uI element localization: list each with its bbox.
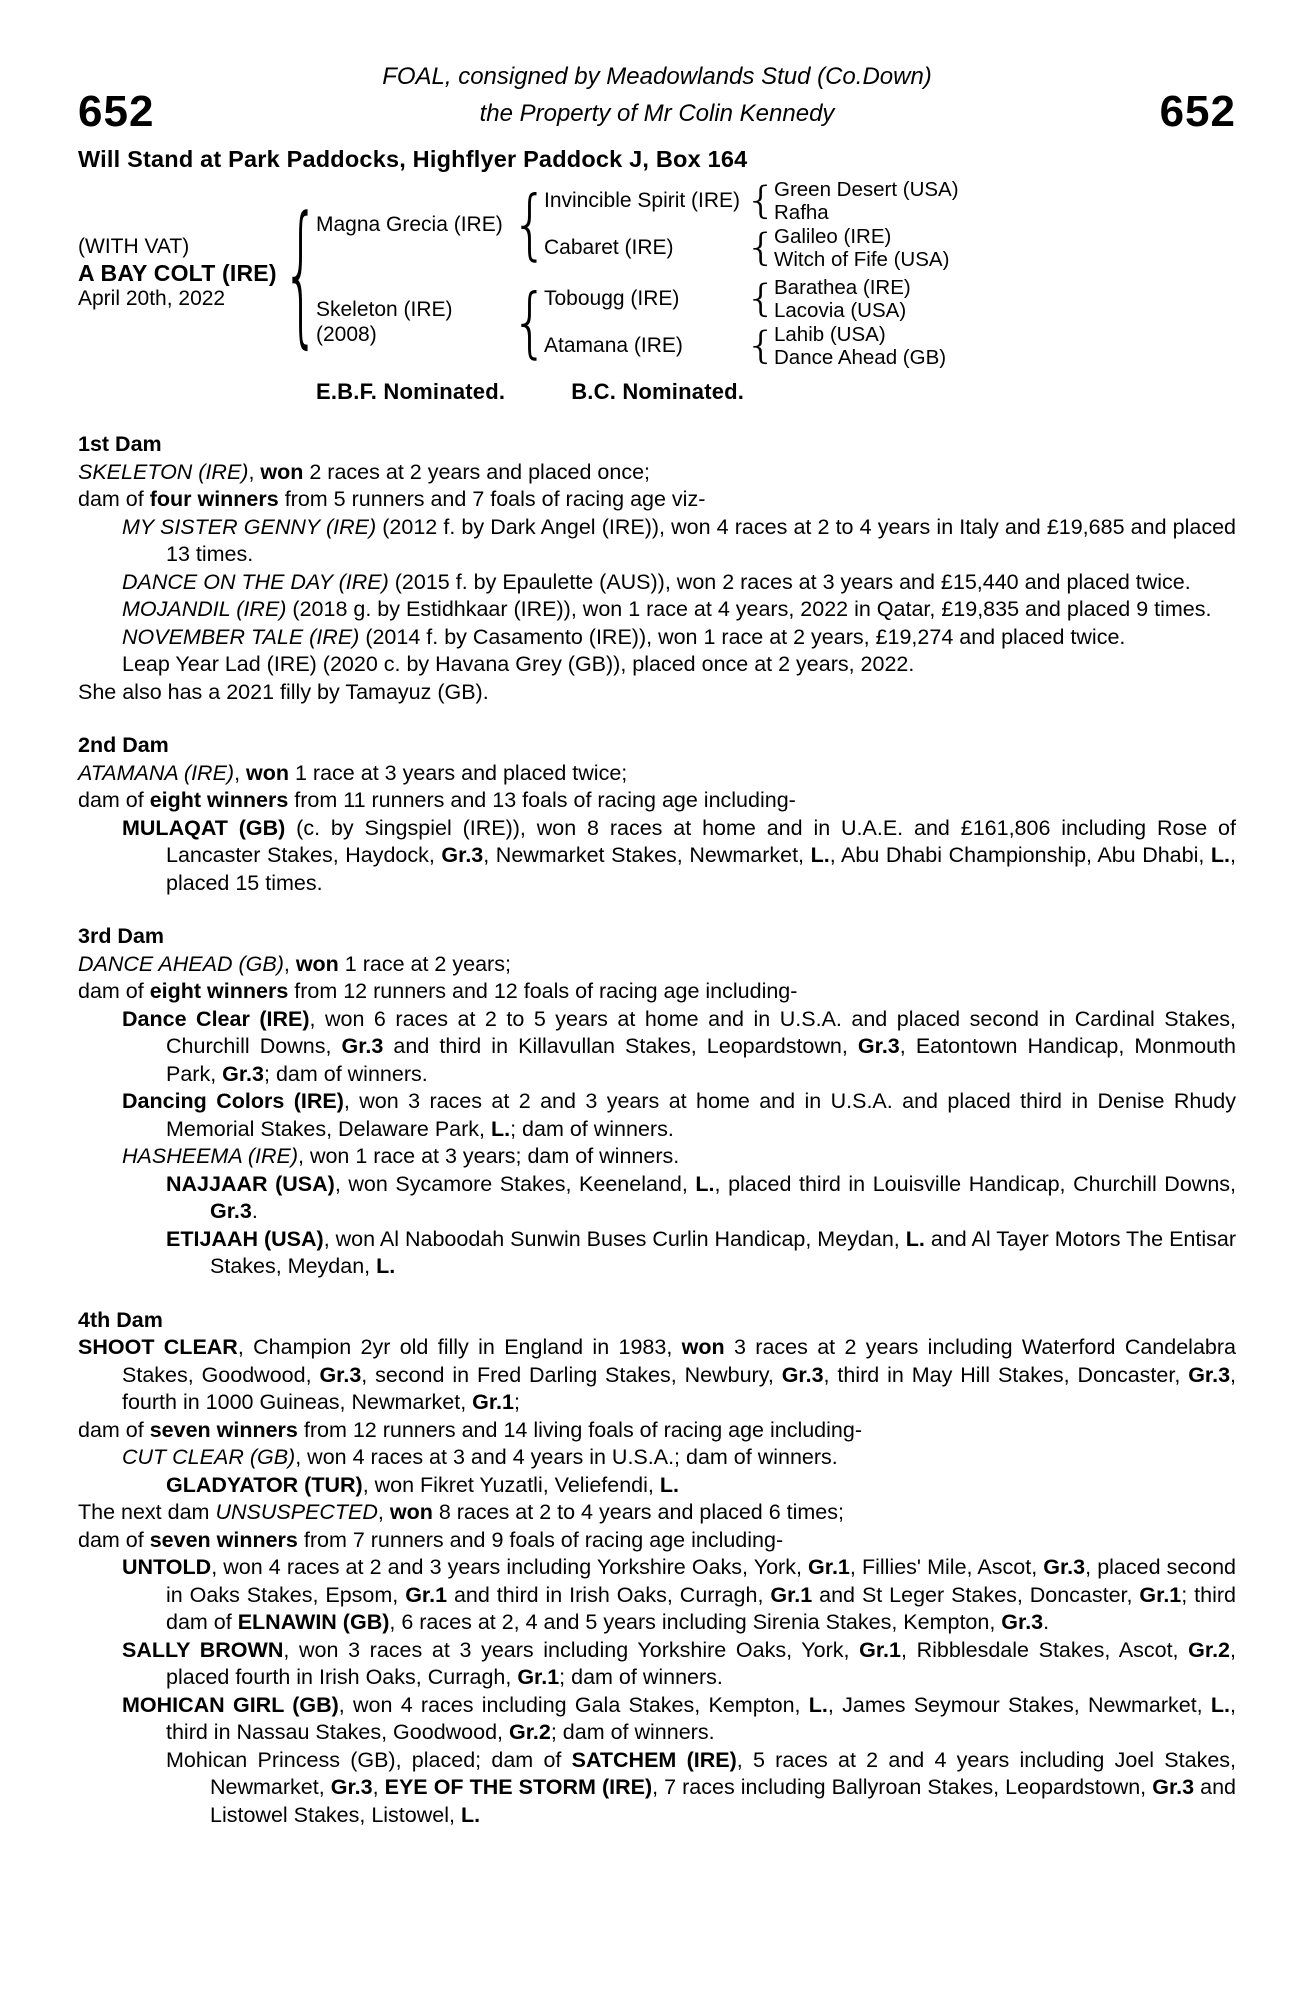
pedigree-entry-paragraph: MOJANDIL (IRE) (2018 g. by Estidhkaar (IRE)), won 1 race at 4 years, 2022 in Qatar, £19,835 and placed 9 times. [122, 597, 1212, 621]
pedigree-brace: { [511, 179, 549, 269]
generation-1-column [316, 177, 959, 369]
pedigree-entry-paragraph: dam of seven winners from 7 runners and 9 foals of racing age including- [78, 1527, 784, 1552]
pedigree-entry-paragraph: SHOOT CLEAR, Champion 2yr old filly in England in 1983, won 3 races at 2 years including Waterford Candelabra Stakes, Goodwood, Gr.3, second in Fred Darling Stakes, Newbury, Gr.3, third in May Hill Stakes, Doncaster, Gr.3, fourth in 1000 Guineas, Newmarket, Gr.1; [78, 1335, 1237, 1414]
bc-nominated: B.C. Nominated. [571, 379, 745, 404]
pedigree-entry-paragraph: dam of seven winners from 12 runners and 14 living foals of racing age including- [78, 1417, 862, 1442]
dam-name: Skeleton (IRE) (2008) [316, 298, 453, 346]
lot-number-left: 652 [78, 87, 155, 136]
grandsire-name: Tobougg (IRE) [544, 286, 680, 310]
header-center [248, 58, 1066, 132]
pedigree-entry-paragraph: HASHEEMA (IRE), won 1 race at 3 years; dam of winners. [122, 1144, 680, 1168]
granddam-name: Cabaret (IRE) [544, 235, 674, 259]
pedigree-brace: { [282, 182, 320, 364]
pedigree-entry-paragraph: SKELETON (IRE), won 2 races at 2 years and placed once; [78, 459, 651, 484]
sire-group [316, 177, 959, 271]
pedigree-entry-paragraph: dam of four winners from 5 runners and 7 foals of racing age viz- [78, 487, 706, 511]
pedigree-entry-paragraph: ATAMANA (IRE), won 1 race at 3 years and placed twice; [78, 760, 628, 785]
dam-section-heading: 2nd Dam [78, 733, 169, 757]
pedigree-entry-paragraph: NOVEMBER TALE (IRE) (2014 f. by Casamento (IRE)), won 1 race at 2 years, £19,274 and placed twice. [122, 624, 1126, 649]
consignor-line: FOAL, consigned by Meadowlands Stud (Co.Down) [382, 63, 932, 90]
pedigree-entry-paragraph: Dancing Colors (IRE), won 3 races at 2 and 3 years at home and in U.S.A. and placed third in Denise Rhudy Memorial Stakes, Delaware Park, L.; dam of winners. [122, 1089, 1236, 1141]
foal-date: April 20th, 2022 [78, 287, 226, 310]
pedigree-cell [544, 177, 959, 224]
pedigree-entry-paragraph: DANCE ON THE DAY (IRE) (2015 f. by Epaulette (AUS)), won 2 races at 3 years and £15,440 and placed twice. [122, 569, 1191, 594]
pedigree-brace: { [511, 277, 549, 367]
pedigree-entry-paragraph: Mohican Princess (GB), placed; dam of SATCHEM (IRE), 5 races at 2 and 4 years including Joel Stakes, Newmarket, Gr.3, EYE OF THE STORM (IRE), 7 races including Ballyroan Stakes, Leopardstown, Gr.3 and Listowel Stakes, Listowel, L. [166, 1747, 1237, 1827]
pedigree-cell [544, 224, 959, 271]
pedigree-table [78, 177, 1236, 369]
pedigree-entry-paragraph: GLADYATOR (TUR), won Fikret Yuzatli, Veliefendi, L. [166, 1472, 679, 1497]
pedigree-brace: { [744, 225, 778, 270]
great-grandparents: Galileo (IRE) Witch of Fife (USA) [774, 224, 950, 271]
pedigree-entry-paragraph: MULAQAT (GB) (c. by Singspiel (IRE)), won 8 races at home and in U.A.E. and £161,806 including Rose of Lancaster Stakes, Haydock, Gr.3, Newmarket Stakes, Newmarket, L., Abu Dhabi Championship, Abu Dhabi, L., placed 15 times. [122, 815, 1236, 895]
pedigree-entry-paragraph: She also has a 2021 filly by Tamayuz (GB). [78, 679, 489, 704]
granddam-name: Atamana (IRE) [544, 333, 683, 357]
dam-section-heading: 3rd Dam [78, 924, 165, 948]
grandsire-name: Invincible Spirit (IRE) [544, 188, 741, 212]
pedigree-entry-paragraph: MY SISTER GENNY (IRE) (2012 f. by Dark Angel (IRE)), won 4 races at 2 to 4 years in Italy and £19,685 and placed 13 times. [122, 514, 1237, 566]
colt-details [78, 234, 286, 312]
pedigree-brace: { [744, 323, 778, 368]
pedigree-cell [544, 275, 946, 322]
nomination-line [316, 379, 1236, 405]
pedigree-entry-paragraph: dam of eight winners from 12 runners and 12 foals of racing age including- [78, 979, 798, 1003]
pedigree-entry-paragraph: Dance Clear (IRE), won 6 races at 2 to 5 years at home and in U.S.A. and placed second in Cardinal Stakes, Churchill Downs, Gr.3 and third in Killavullan Stakes, Leopardstown, Gr.3, Eatontown Handicap, Monmouth Park, Gr.3; dam of winners. [122, 1006, 1237, 1086]
page-header [78, 58, 1236, 134]
pedigree-brace: { [744, 178, 778, 223]
sire-name: Magna Grecia (IRE) [316, 212, 503, 236]
dam-section-heading: 4th Dam [78, 1307, 163, 1332]
pedigree-entry-paragraph: UNTOLD, won 4 races at 2 and 3 years including Yorkshire Oaks, York, Gr.1, Fillies' Mile, Ascot, Gr.3, placed second in Oaks Stakes, Epsom, Gr.1 and third in Irish Oaks, Curragh, Gr.1 and St Leger Stakes, Doncaster, Gr.1; third dam of ELNAWIN (GB), 6 races at 2, 4 and 5 years including Sirenia Stakes, Kempton, Gr.3. [122, 1555, 1236, 1634]
dam-sections [78, 431, 1236, 1829]
ebf-nominated: E.B.F. Nominated. [316, 379, 506, 404]
pedigree-brace: { [744, 276, 778, 321]
pedigree-entry-paragraph: ETIJAAH (USA), won Al Naboodah Sunwin Buses Curlin Handicap, Meydan, L. and Al Tayer Motors The Entisar Stakes, Meydan, L. [166, 1226, 1236, 1278]
dam-section-heading: 1st Dam [78, 432, 162, 456]
great-grandparents: Green Desert (USA) Rafha [774, 177, 959, 224]
property-line: the Property of Mr Colin Kennedy [479, 100, 835, 127]
vat-note: (WITH VAT) [78, 235, 190, 258]
dam-parents-column [544, 275, 946, 369]
pedigree-entry-paragraph: MOHICAN GIRL (GB), won 4 races including Gala Stakes, Kempton, L., James Seymour Stakes, Newmarket, L., third in Nassau Stakes, Goodwood, Gr.2; dam of winners. [122, 1692, 1236, 1744]
stand-location-line: Will Stand at Park Paddocks, Highflyer Paddock J, Box 164 [78, 146, 748, 172]
sire-parents-column [544, 177, 959, 271]
dam-group [316, 275, 959, 369]
colt-name: A BAY COLT (IRE) [78, 260, 277, 286]
pedigree-entry-paragraph: The next dam UNSUSPECTED, won 8 races at 2 to 4 years and placed 6 times; [78, 1500, 844, 1524]
great-grandparents: Lahib (USA) Dance Ahead (GB) [774, 322, 947, 369]
great-grandparents: Barathea (IRE) Lacovia (USA) [774, 275, 911, 322]
pedigree-cell [544, 322, 946, 369]
lot-number-right: 652 [1159, 87, 1236, 136]
pedigree-entry-paragraph: Leap Year Lad (IRE) (2020 c. by Havana Grey (GB)), placed once at 2 years, 2022. [122, 652, 915, 676]
pedigree-entry-paragraph: NAJJAAR (USA), won Sycamore Stakes, Keeneland, L., placed third in Louisville Handicap, Churchill Downs, Gr.3. [166, 1171, 1237, 1223]
pedigree-entry-paragraph: CUT CLEAR (GB), won 4 races at 3 and 4 years in U.S.A.; dam of winners. [122, 1445, 838, 1469]
pedigree-entry-paragraph: SALLY BROWN, won 3 races at 3 years including Yorkshire Oaks, York, Gr.1, Ribblesdale Stakes, Ascot, Gr.2, placed fourth in Irish Oaks, Curragh, Gr.1; dam of winners. [122, 1637, 1236, 1689]
pedigree-entry-paragraph: DANCE AHEAD (GB), won 1 race at 2 years; [78, 951, 511, 976]
pedigree-entry-paragraph: dam of eight winners from 11 runners and 13 foals of racing age including- [78, 788, 796, 812]
